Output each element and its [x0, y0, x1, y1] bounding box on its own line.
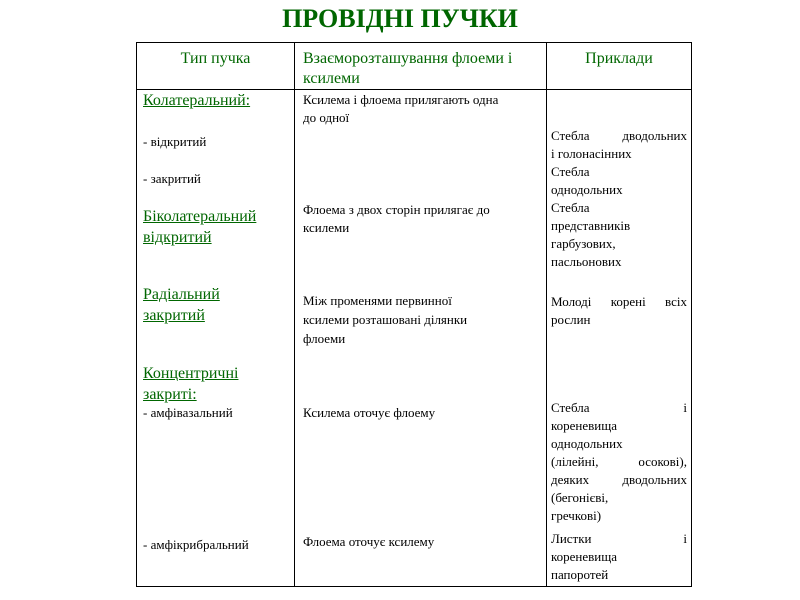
example-line: (лілейні, осокові), [551, 454, 687, 469]
example-line: гречкові) [551, 508, 602, 523]
example-line: Стебла дводольних [551, 128, 687, 143]
example-line: деяких дводольних [551, 472, 687, 487]
example-line: і голонасінних [551, 146, 632, 161]
relation-amphicribral: Флоема оточує ксилему [303, 534, 435, 549]
example-line: рослин [551, 312, 591, 327]
header-divider [137, 89, 691, 90]
example-line: Молоді корені всіх [551, 294, 687, 309]
example-line: папоротей [551, 567, 609, 582]
example-line: Стебла [551, 200, 590, 215]
example-line: представників [551, 218, 631, 233]
example-line: однодольних [551, 182, 623, 197]
column-divider [546, 43, 547, 586]
type-concentric-line1: Концентричні [143, 365, 239, 382]
example-line: однодольних [551, 436, 623, 451]
bundles-table [136, 42, 692, 587]
relation-bicollateral-line2: ксилеми [303, 220, 350, 235]
type-radial-line1: Радіальний [143, 286, 220, 303]
relation-bicollateral-line1: Флоема з двох сторін прилягає до [303, 202, 490, 217]
type-concentric-line2: закриті: [143, 386, 197, 403]
header-examples: Приклади [585, 50, 653, 67]
example-line: Листки і [551, 531, 687, 546]
page-title: ПРОВІДНІ ПУЧКИ [282, 4, 518, 33]
example-line: (бегонієві, [551, 490, 609, 505]
relation-collateral-line1: Ксилема і флоема прилягають одна [303, 92, 499, 107]
header-relation-line2: ксилеми [303, 70, 360, 87]
type-bicollateral-line2: відкритий [143, 229, 212, 246]
type-collateral: Колатеральний: [143, 92, 251, 109]
relation-radial-line3: флоеми [303, 331, 346, 346]
relation-amphivasal: Ксилема оточує флоему [303, 405, 436, 420]
type-amphivasal: - амфівазальний [143, 405, 233, 420]
example-line: пасльонових [551, 254, 622, 269]
relation-radial-line2: ксилеми розташовані ділянки [303, 312, 468, 327]
examples-amphicribral [551, 530, 687, 584]
examples-cell [551, 127, 687, 271]
header-type: Тип пучка [180, 50, 251, 67]
example-line: Стебла і [551, 400, 687, 415]
type-open: - відкритий [143, 134, 207, 149]
example-line: Стебла [551, 164, 590, 179]
example-line: кореневища [551, 549, 618, 564]
example-line: кореневища [551, 418, 618, 433]
type-bicollateral-line1: Біколатеральний [143, 208, 257, 225]
column-divider [294, 43, 295, 586]
type-radial-line2: закритий [143, 307, 205, 324]
relation-radial-line1: Між променями первинної [303, 293, 452, 308]
examples-radial [551, 293, 687, 329]
examples-amphivasal [551, 399, 687, 525]
type-closed: - закритий [143, 171, 201, 186]
type-amphicribral: - амфікрибральний [143, 537, 249, 552]
example-line: гарбузових, [551, 236, 616, 251]
relation-collateral-line2: до одної [303, 110, 350, 125]
header-relation-line1: Взаєморозташування флоеми і [303, 50, 513, 67]
